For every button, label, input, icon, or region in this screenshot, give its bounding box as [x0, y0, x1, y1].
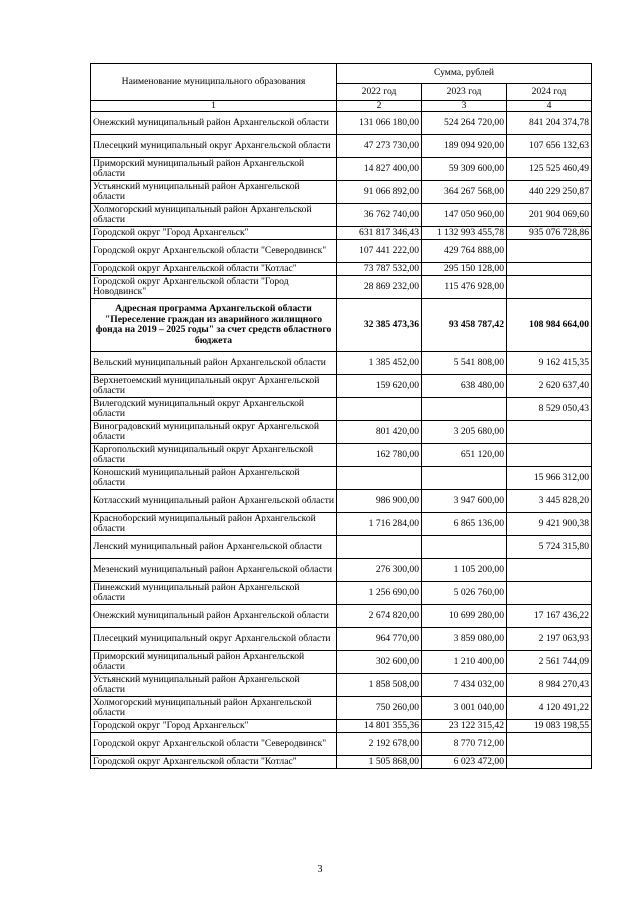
row-value-2024: 9 162 415,35 [507, 352, 592, 375]
row-name-cell: Котласский муниципальный район Архангельской области [91, 490, 337, 513]
row-value-2022: 162 780,00 [337, 444, 422, 467]
row-value-2024 [507, 276, 592, 299]
row-value-2022: 276 300,00 [337, 559, 422, 582]
row-value-2023: 8 770 712,00 [422, 733, 507, 756]
row-name-cell: Красноборский муниципальный район Архангельской области [91, 513, 337, 536]
row-value-2024: 15 966 312,00 [507, 467, 592, 490]
row-value-2022: 750 260,00 [337, 697, 422, 720]
row-value-2022: 36 762 740,00 [337, 204, 422, 227]
row-value-2023: 3 001 040,00 [422, 697, 507, 720]
row-value-2022 [337, 398, 422, 421]
row-name-cell: Городской округ Архангельской области "Котлас" [91, 263, 337, 276]
table-row [91, 697, 592, 720]
row-value-2022: 1 716 284,00 [337, 513, 422, 536]
table-row [91, 135, 592, 158]
row-value-2022: 1 385 452,00 [337, 352, 422, 375]
row-name-cell: Холмогорский муниципальный район Архангельской области [91, 697, 337, 720]
row-name-cell: Городской округ Архангельской области "Северодвинск" [91, 240, 337, 263]
row-value-2023 [422, 398, 507, 421]
row-value-2024 [507, 263, 592, 276]
row-value-2024: 125 525 460,49 [507, 158, 592, 181]
row-value-2023: 1 105 200,00 [422, 559, 507, 582]
row-value-2022 [337, 536, 422, 559]
table-row [91, 444, 592, 467]
table-row [91, 536, 592, 559]
row-name-cell: Мезенский муниципальный район Архангельской области [91, 559, 337, 582]
row-value-2022: 1 505 868,00 [337, 756, 422, 769]
row-value-2024: 2 197 063,93 [507, 628, 592, 651]
row-value-2023: 651 120,00 [422, 444, 507, 467]
row-value-2023: 6 023 472,00 [422, 756, 507, 769]
row-name-cell: Холмогорский муниципальный район Архангельской области [91, 204, 337, 227]
row-value-2022: 1 256 690,00 [337, 582, 422, 605]
row-value-2022: 302 600,00 [337, 651, 422, 674]
row-value-2022: 2 192 678,00 [337, 733, 422, 756]
row-value-2024 [507, 240, 592, 263]
column-index-3: 3 [422, 101, 507, 112]
row-value-2024: 17 167 436,22 [507, 605, 592, 628]
row-value-2023 [422, 536, 507, 559]
column-index-2: 2 [337, 101, 422, 112]
row-value-2022: 107 441 222,00 [337, 240, 422, 263]
row-name-cell: Адресная программа Архангельской области "Переселение граждан из аварийного жилищного фонда на 2019 – 2025 годы" за счет средств областного бюджета [91, 299, 337, 352]
table-row [91, 240, 592, 263]
row-value-2023: 3 205 680,00 [422, 421, 507, 444]
table-row [91, 204, 592, 227]
row-value-2024: 19 083 198,55 [507, 720, 592, 733]
table-row [91, 263, 592, 276]
row-value-2022: 14 801 355,36 [337, 720, 422, 733]
table-row [91, 651, 592, 674]
program-total-row [91, 299, 592, 352]
header-sum-col: Сумма, рублей [337, 64, 592, 84]
row-value-2023: 115 476 928,00 [422, 276, 507, 299]
row-value-2022: 964 770,00 [337, 628, 422, 651]
table-row [91, 733, 592, 756]
row-value-2024: 2 620 637,40 [507, 375, 592, 398]
row-name-cell: Коношский муниципальный район Архангельской области [91, 467, 337, 490]
table-row [91, 582, 592, 605]
row-value-2024: 841 204 374,78 [507, 112, 592, 135]
row-value-2024 [507, 559, 592, 582]
row-value-2024: 8 529 050,43 [507, 398, 592, 421]
header-name-col: Наименование муниципального образования [91, 64, 337, 101]
table-row [91, 467, 592, 490]
row-value-2022: 91 066 892,00 [337, 181, 422, 204]
table-row [91, 158, 592, 181]
row-name-cell: Каргопольский муниципальный округ Архангельской области [91, 444, 337, 467]
table-row [91, 490, 592, 513]
column-index-row [91, 101, 592, 112]
row-value-2022: 32 385 473,36 [337, 299, 422, 352]
row-value-2024 [507, 444, 592, 467]
row-value-2022: 47 273 730,00 [337, 135, 422, 158]
row-value-2023: 59 309 600,00 [422, 158, 507, 181]
table-row [91, 720, 592, 733]
row-name-cell: Плесецкий муниципальный округ Архангельской области [91, 628, 337, 651]
row-name-cell: Устьянский муниципальный район Архангельской области [91, 674, 337, 697]
table-row [91, 276, 592, 299]
row-value-2023: 364 267 568,00 [422, 181, 507, 204]
row-name-cell: Виноградовский муниципальный округ Архангельской области [91, 421, 337, 444]
row-value-2024: 9 421 900,38 [507, 513, 592, 536]
table-row [91, 398, 592, 421]
row-value-2022: 28 869 232,00 [337, 276, 422, 299]
row-value-2023: 7 434 032,00 [422, 674, 507, 697]
row-value-2023: 3 947 600,00 [422, 490, 507, 513]
table-row [91, 628, 592, 651]
row-value-2024 [507, 421, 592, 444]
row-value-2023: 638 480,00 [422, 375, 507, 398]
header-year-2024: 2024 год [507, 84, 592, 101]
row-value-2023: 295 150 128,00 [422, 263, 507, 276]
row-value-2023: 3 859 080,00 [422, 628, 507, 651]
row-name-cell: Вельский муниципальный район Архангельской области [91, 352, 337, 375]
row-name-cell: Городской округ "Город Архангельск" [91, 227, 337, 240]
funding-table [90, 63, 592, 769]
header-row [91, 64, 592, 84]
row-value-2024: 107 656 132,63 [507, 135, 592, 158]
row-value-2024: 4 120 491,22 [507, 697, 592, 720]
row-value-2024: 8 984 270,43 [507, 674, 592, 697]
row-name-cell: Ленский муниципальный район Архангельской области [91, 536, 337, 559]
table-row [91, 605, 592, 628]
row-value-2023: 147 050 960,00 [422, 204, 507, 227]
row-value-2022: 131 066 180,00 [337, 112, 422, 135]
row-value-2023: 5 026 760,00 [422, 582, 507, 605]
row-name-cell: Пинежский муниципальный район Архангельской области [91, 582, 337, 605]
table-row [91, 112, 592, 135]
row-name-cell: Городской округ Архангельской области "Котлас" [91, 756, 337, 769]
row-value-2024 [507, 756, 592, 769]
table-row [91, 421, 592, 444]
table-row [91, 513, 592, 536]
row-value-2023: 1 132 993 455,78 [422, 227, 507, 240]
column-index-4: 4 [507, 101, 592, 112]
table-row [91, 227, 592, 240]
header-year-2022: 2022 год [337, 84, 422, 101]
row-value-2024: 5 724 315,80 [507, 536, 592, 559]
row-value-2024: 440 229 250,87 [507, 181, 592, 204]
page-number: 3 [317, 864, 323, 875]
row-value-2022: 73 787 532,00 [337, 263, 422, 276]
row-value-2024 [507, 733, 592, 756]
row-value-2022: 801 420,00 [337, 421, 422, 444]
row-value-2023: 5 541 808,00 [422, 352, 507, 375]
table-row [91, 674, 592, 697]
row-value-2022: 631 817 346,43 [337, 227, 422, 240]
column-index-1: 1 [91, 101, 337, 112]
row-name-cell: Верхнетоемский муниципальный округ Архангельской области [91, 375, 337, 398]
table-row [91, 559, 592, 582]
row-value-2024: 3 445 828,20 [507, 490, 592, 513]
row-name-cell: Городской округ Архангельской области "Город Новодвинск" [91, 276, 337, 299]
row-value-2023: 6 865 136,00 [422, 513, 507, 536]
row-value-2023 [422, 467, 507, 490]
row-name-cell: Приморский муниципальный район Архангельской области [91, 158, 337, 181]
row-value-2022 [337, 467, 422, 490]
row-value-2024 [507, 582, 592, 605]
row-value-2023: 1 210 400,00 [422, 651, 507, 674]
row-value-2023: 189 094 920,00 [422, 135, 507, 158]
row-name-cell: Устьянский муниципальный район Архангельской области [91, 181, 337, 204]
table-row [91, 352, 592, 375]
row-value-2023: 429 764 888,00 [422, 240, 507, 263]
row-value-2024: 108 984 664,00 [507, 299, 592, 352]
row-name-cell: Вилегодский муниципальный округ Архангельской области [91, 398, 337, 421]
row-name-cell: Городской округ "Город Архангельск" [91, 720, 337, 733]
row-name-cell: Городской округ Архангельской области "Северодвинск" [91, 733, 337, 756]
row-value-2024: 201 904 069,60 [507, 204, 592, 227]
row-value-2023: 10 699 280,00 [422, 605, 507, 628]
table-row [91, 181, 592, 204]
row-value-2024: 2 561 744,09 [507, 651, 592, 674]
row-value-2022: 986 900,00 [337, 490, 422, 513]
row-value-2022: 14 827 400,00 [337, 158, 422, 181]
row-value-2023: 93 458 787,42 [422, 299, 507, 352]
row-value-2023: 23 122 315,42 [422, 720, 507, 733]
row-name-cell: Онежский муниципальный район Архангельской области [91, 112, 337, 135]
row-name-cell: Приморский муниципальный район Архангельской области [91, 651, 337, 674]
row-value-2022: 1 858 508,00 [337, 674, 422, 697]
row-value-2022: 159 620,00 [337, 375, 422, 398]
table-row [91, 756, 592, 769]
header-year-2023: 2023 год [422, 84, 507, 101]
row-value-2023: 524 264 720,00 [422, 112, 507, 135]
table-row [91, 375, 592, 398]
row-name-cell: Плесецкий муниципальный округ Архангельской области [91, 135, 337, 158]
row-value-2022: 2 674 820,00 [337, 605, 422, 628]
row-value-2024: 935 076 728,86 [507, 227, 592, 240]
row-name-cell: Онежский муниципальный район Архангельской области [91, 605, 337, 628]
